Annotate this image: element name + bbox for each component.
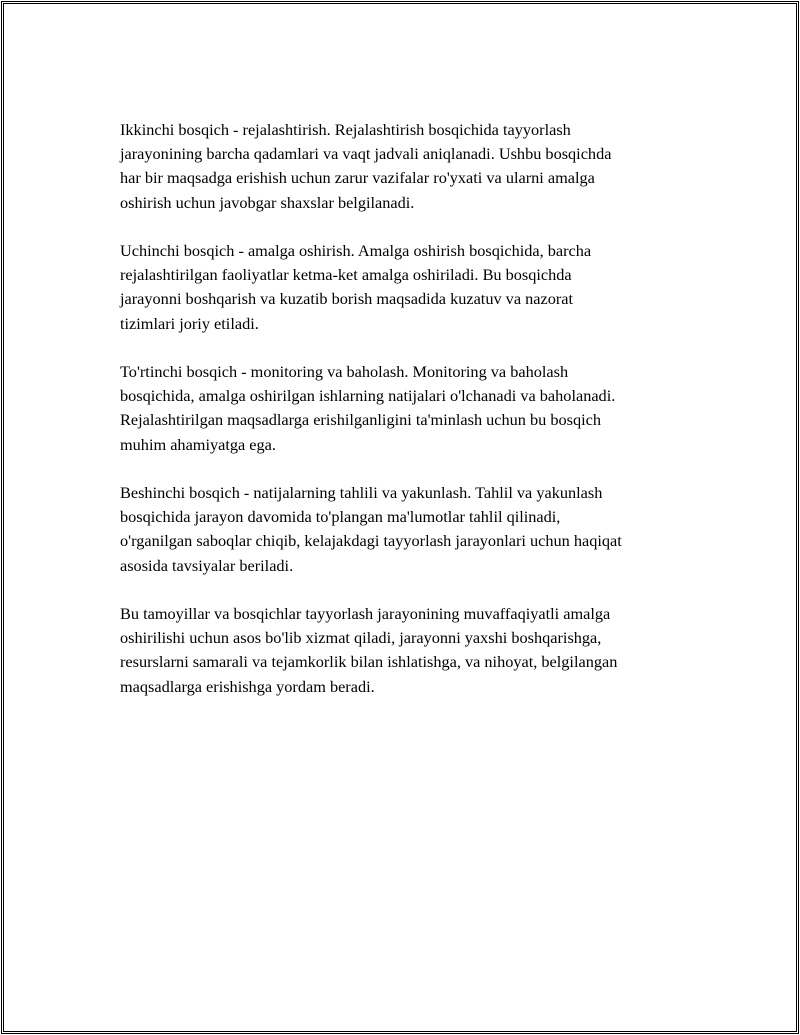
text-line: Ikkinchi bosqich - rejalashtirish. Rejalashtirish bosqichida tayyorlash bbox=[120, 120, 571, 139]
paragraph-beshinchi-bosqich bbox=[120, 481, 700, 578]
text-line: oshirilishi uchun asos bo'lib xizmat qiladi, jarayonni yaxshi boshqarishga, bbox=[120, 628, 602, 648]
text-line: jarayonni boshqarish va kuzatib borish maqsadida kuzatuv va nazorat bbox=[120, 289, 574, 309]
text-line: oshirish uchun javobgar shaxslar belgilanadi. bbox=[120, 192, 415, 212]
text-line: o'rganilgan saboqlar chiqib, kelajakdagi tayyorlash jarayonlari uchun haqiqat bbox=[120, 531, 622, 551]
text-line: asosida tavsiyalar beriladi. bbox=[120, 555, 294, 575]
text-line: maqsadlarga erishishga yordam beradi. bbox=[120, 676, 375, 696]
text-line: muhim ahamiyatga ega. bbox=[120, 434, 276, 454]
text-line: Uchinchi bosqich - amalga oshirish. Amalga oshirish bosqichida, barcha bbox=[120, 241, 592, 260]
text-line: jarayonining barcha qadamlari va vaqt jadvali aniqlanadi. Ushbu bosqichda bbox=[120, 144, 612, 164]
text-line: Bu tamoyillar va bosqichlar tayyorlash jarayonining muvaffaqiyatli amalga bbox=[120, 604, 611, 623]
text-line: tizimlari joriy etiladi. bbox=[120, 313, 259, 333]
text-line: har bir maqsadga erishish uchun zarur vazifalar ro'yxati va ularni amalga bbox=[120, 168, 595, 188]
text-line: Rejalashtirilgan maqsadlarga erishilganligini ta'minlash uchun bu bosqich bbox=[120, 410, 602, 430]
document-page bbox=[1, 1, 799, 1034]
text-line: To'rtinchi bosqich - monitoring va baholash. Monitoring va baholash bbox=[120, 362, 569, 381]
text-line: bosqichida jarayon davomida to'plangan ma'lumotlar tahlil qilinadi, bbox=[120, 507, 561, 527]
paragraph-ikkinchi-bosqich bbox=[120, 118, 700, 215]
text-line: resurslarni samarali va tejamkorlik bilan ishlatishga, va nihoyat, belgilangan bbox=[120, 652, 618, 672]
paragraph-uchinchi-bosqich bbox=[120, 239, 700, 336]
text-line: rejalashtirilgan faoliyatlar ketma-ket amalga oshiriladi. Bu bosqichda bbox=[120, 265, 572, 285]
paragraph-xulosa bbox=[120, 602, 700, 699]
document-body bbox=[120, 118, 700, 723]
text-line: Beshinchi bosqich - natijalarning tahlili va yakunlash. Tahlil va yakunlash bbox=[120, 483, 603, 502]
text-line: bosqichida, amalga oshirilgan ishlarning natijalari o'lchanadi va baholanadi. bbox=[120, 386, 616, 406]
paragraph-tortinchi-bosqich bbox=[120, 360, 700, 457]
